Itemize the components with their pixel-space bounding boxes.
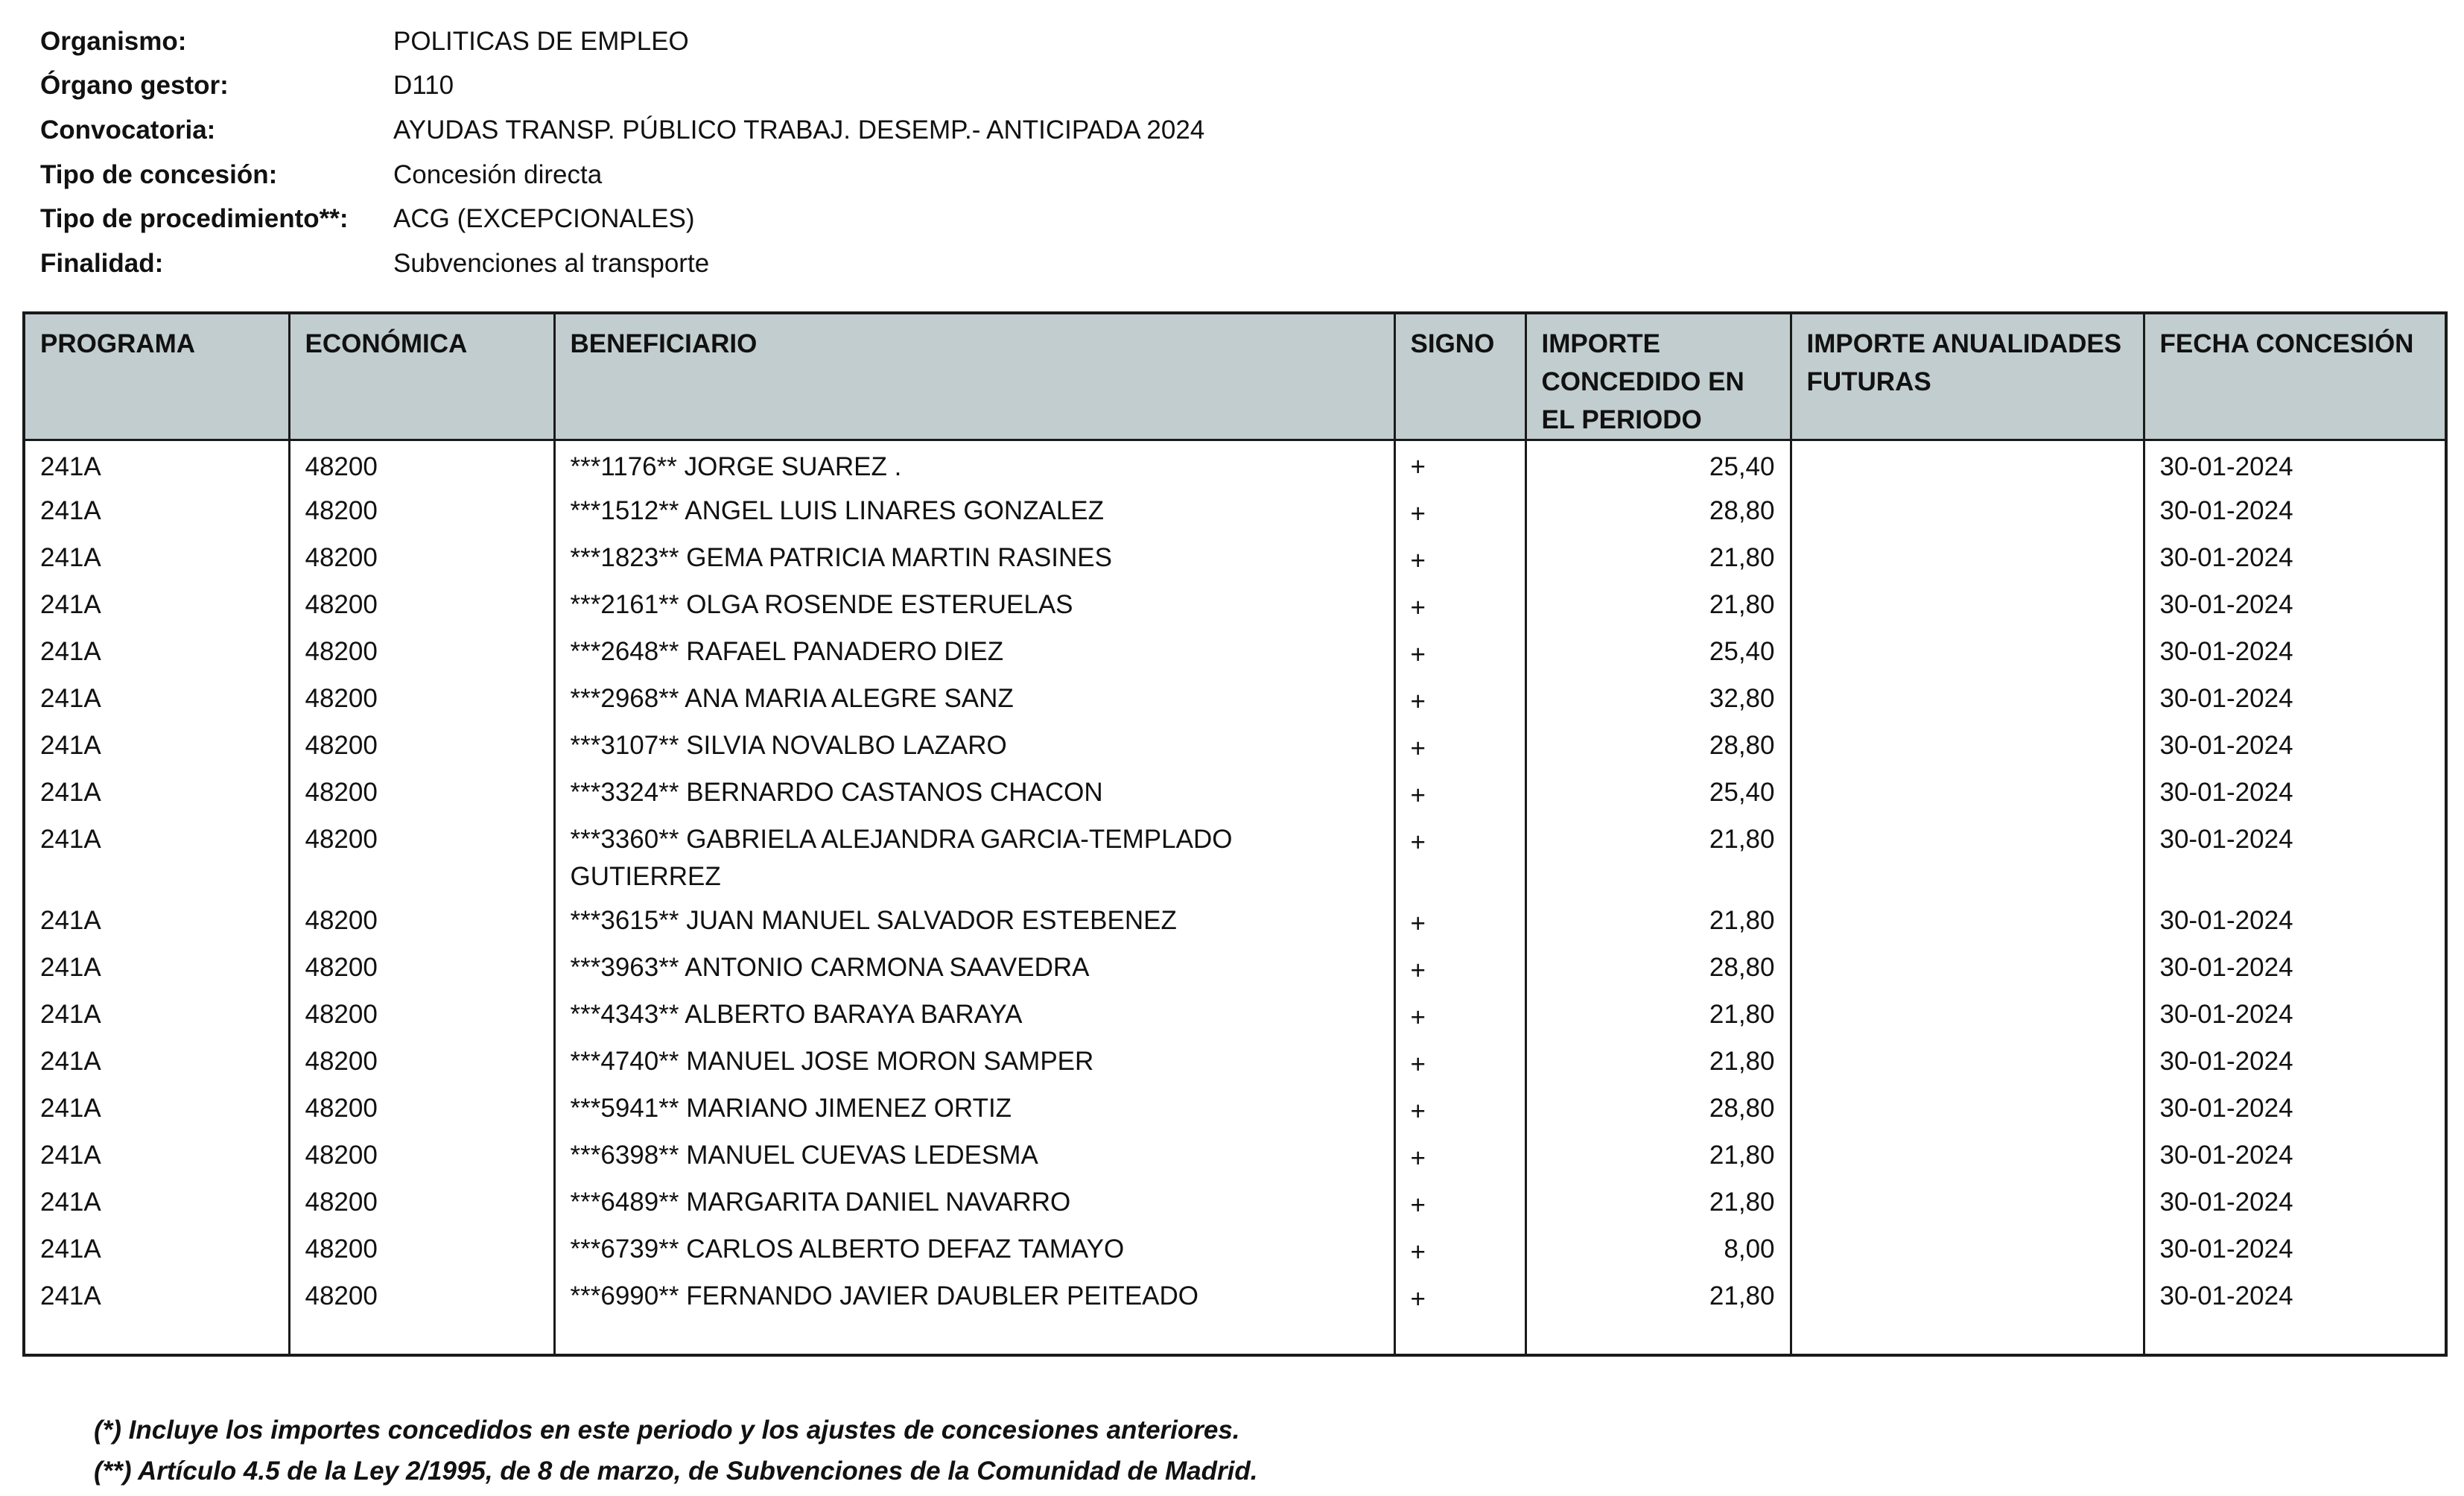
signo-cell: +	[1394, 677, 1525, 724]
metadata-value: ACG (EXCEPCIONALES)	[393, 204, 695, 234]
table-row	[24, 630, 2446, 677]
economica-cell: 48200	[289, 899, 554, 946]
table-row	[24, 818, 2446, 899]
importe-concedido-cell: 8,00	[1525, 1228, 1791, 1275]
metadata-row	[40, 19, 1204, 64]
signo-cell: +	[1394, 724, 1525, 771]
beneficiario-cell: ***3324** BERNARDO CASTANOS CHACON	[554, 771, 1394, 818]
fecha-concesion-cell: 30-01-2024	[2144, 630, 2446, 677]
importe-concedido-cell: 25,40	[1525, 771, 1791, 818]
programa-cell: 241A	[24, 583, 289, 630]
economica-cell: 48200	[289, 630, 554, 677]
signo-cell: +	[1394, 1275, 1525, 1355]
fecha-concesion-cell: 30-01-2024	[2144, 677, 2446, 724]
fecha-concesion-cell: 30-01-2024	[2144, 1087, 2446, 1134]
signo-cell: +	[1394, 899, 1525, 946]
signo-cell: +	[1394, 630, 1525, 677]
economica-cell: 48200	[289, 583, 554, 630]
economica-cell: 48200	[289, 489, 554, 536]
beneficiario-cell: ***1512** ANGEL LUIS LINARES GONZALEZ	[554, 489, 1394, 536]
fecha-concesion-cell: 30-01-2024	[2144, 440, 2446, 490]
beneficiario-cell: ***4740** MANUEL JOSE MORON SAMPER	[554, 1040, 1394, 1087]
signo-cell: +	[1394, 771, 1525, 818]
economica-cell: 48200	[289, 724, 554, 771]
economica-cell: 48200	[289, 1087, 554, 1134]
table-header	[24, 313, 2446, 440]
importe-anualidades-cell	[1791, 946, 2144, 993]
table-row	[24, 1275, 2446, 1355]
fecha-concesion-cell: 30-01-2024	[2144, 899, 2446, 946]
header-row	[24, 313, 2446, 440]
beneficiario-cell: ***4343** ALBERTO BARAYA BARAYA	[554, 993, 1394, 1040]
economica-cell: 48200	[289, 1181, 554, 1228]
programa-cell: 241A	[24, 771, 289, 818]
beneficiario-cell: ***6398** MANUEL CUEVAS LEDESMA	[554, 1134, 1394, 1181]
table-row	[24, 1181, 2446, 1228]
column-header-beneficiario: BENEFICIARIO	[554, 313, 1394, 440]
metadata-list	[40, 19, 1204, 286]
programa-cell: 241A	[24, 630, 289, 677]
programa-cell: 241A	[24, 1275, 289, 1355]
metadata-label: Convocatoria:	[40, 115, 216, 145]
table-row	[24, 1087, 2446, 1134]
importe-anualidades-cell	[1791, 489, 2144, 536]
importe-concedido-cell: 21,80	[1525, 583, 1791, 630]
column-header-economica: ECONÓMICA	[289, 313, 554, 440]
fecha-concesion-cell: 30-01-2024	[2144, 1040, 2446, 1087]
programa-cell: 241A	[24, 677, 289, 724]
column-header-importe-concedido: IMPORTE CONCEDIDO EN EL PERIODO	[1525, 313, 1791, 440]
economica-cell: 48200	[289, 1275, 554, 1355]
programa-cell: 241A	[24, 1040, 289, 1087]
importe-concedido-cell: 25,40	[1525, 440, 1791, 490]
concessions-table	[22, 311, 2448, 1357]
table-row	[24, 677, 2446, 724]
metadata-label: Tipo de procedimiento**:	[40, 204, 349, 234]
importe-anualidades-cell	[1791, 1181, 2144, 1228]
programa-cell: 241A	[24, 946, 289, 993]
metadata-value: POLITICAS DE EMPLEO	[393, 26, 689, 56]
importe-anualidades-cell	[1791, 771, 2144, 818]
signo-cell: +	[1394, 536, 1525, 583]
metadata-row	[40, 197, 1204, 241]
footnote: (*) Incluye los importes concedidos en este periodo y los ajustes de concesiones anteriores.	[94, 1416, 1240, 1445]
programa-cell: 241A	[24, 1181, 289, 1228]
signo-cell: +	[1394, 818, 1525, 899]
beneficiario-cell: ***3107** SILVIA NOVALBO LAZARO	[554, 724, 1394, 771]
fecha-concesion-cell: 30-01-2024	[2144, 946, 2446, 993]
economica-cell: 48200	[289, 536, 554, 583]
beneficiario-cell: ***6990** FERNANDO JAVIER DAUBLER PEITEADO	[554, 1275, 1394, 1355]
beneficiario-cell: ***2161** OLGA ROSENDE ESTERUELAS	[554, 583, 1394, 630]
metadata-row	[40, 153, 1204, 197]
importe-concedido-cell: 21,80	[1525, 818, 1791, 899]
programa-cell: 241A	[24, 818, 289, 899]
programa-cell: 241A	[24, 899, 289, 946]
importe-concedido-cell: 28,80	[1525, 489, 1791, 536]
fecha-concesion-cell: 30-01-2024	[2144, 1228, 2446, 1275]
beneficiario-cell: ***1176** JORGE SUAREZ .	[554, 440, 1394, 490]
metadata-row	[40, 241, 1204, 286]
beneficiario-cell: ***2968** ANA MARIA ALEGRE SANZ	[554, 677, 1394, 724]
table-row	[24, 993, 2446, 1040]
programa-cell: 241A	[24, 1228, 289, 1275]
importe-concedido-cell: 21,80	[1525, 536, 1791, 583]
metadata-value: Concesión directa	[393, 159, 603, 189]
programa-cell: 241A	[24, 440, 289, 490]
importe-anualidades-cell	[1791, 677, 2144, 724]
importe-concedido-cell: 28,80	[1525, 724, 1791, 771]
importe-concedido-cell: 25,40	[1525, 630, 1791, 677]
importe-anualidades-cell	[1791, 440, 2144, 490]
signo-cell: +	[1394, 1087, 1525, 1134]
programa-cell: 241A	[24, 1134, 289, 1181]
fecha-concesion-cell: 30-01-2024	[2144, 993, 2446, 1040]
beneficiario-cell: ***6739** CARLOS ALBERTO DEFAZ TAMAYO	[554, 1228, 1394, 1275]
importe-anualidades-cell	[1791, 993, 2144, 1040]
column-header-programa: PROGRAMA	[24, 313, 289, 440]
economica-cell: 48200	[289, 1134, 554, 1181]
table-row	[24, 440, 2446, 490]
metadata-value: Subvenciones al transporte	[393, 248, 710, 278]
fecha-concesion-cell: 30-01-2024	[2144, 583, 2446, 630]
programa-cell: 241A	[24, 724, 289, 771]
metadata-row	[40, 64, 1204, 109]
programa-cell: 241A	[24, 993, 289, 1040]
metadata-label: Organismo:	[40, 26, 187, 56]
importe-anualidades-cell	[1791, 630, 2144, 677]
importe-concedido-cell: 21,80	[1525, 993, 1791, 1040]
economica-cell: 48200	[289, 946, 554, 993]
fecha-concesion-cell: 30-01-2024	[2144, 1181, 2446, 1228]
importe-anualidades-cell	[1791, 1275, 2144, 1355]
importe-concedido-cell: 21,80	[1525, 1134, 1791, 1181]
metadata-label: Órgano gestor:	[40, 71, 229, 101]
beneficiario-cell: ***6489** MARGARITA DANIEL NAVARRO	[554, 1181, 1394, 1228]
beneficiario-cell: ***1823** GEMA PATRICIA MARTIN RASINES	[554, 536, 1394, 583]
signo-cell: +	[1394, 489, 1525, 536]
importe-anualidades-cell	[1791, 724, 2144, 771]
fecha-concesion-cell: 30-01-2024	[2144, 1275, 2446, 1355]
fecha-concesion-cell: 30-01-2024	[2144, 724, 2446, 771]
signo-cell: +	[1394, 993, 1525, 1040]
column-header-importe-anualidades: IMPORTE ANUALIDADES FUTURAS	[1791, 313, 2144, 440]
metadata-value: D110	[393, 71, 454, 101]
fecha-concesion-cell: 30-01-2024	[2144, 1134, 2446, 1181]
signo-cell: +	[1394, 583, 1525, 630]
importe-concedido-cell: 32,80	[1525, 677, 1791, 724]
economica-cell: 48200	[289, 993, 554, 1040]
importe-concedido-cell: 21,80	[1525, 1275, 1791, 1355]
table-row	[24, 489, 2446, 536]
table-row	[24, 1134, 2446, 1181]
signo-cell: +	[1394, 1228, 1525, 1275]
footnotes	[94, 1410, 1257, 1492]
metadata-value: AYUDAS TRANSP. PÚBLICO TRABAJ. DESEMP.- ANTICIPADA 2024	[393, 115, 1205, 145]
programa-cell: 241A	[24, 536, 289, 583]
table-body	[24, 440, 2446, 1356]
table-row	[24, 724, 2446, 771]
importe-anualidades-cell	[1791, 818, 2144, 899]
importe-anualidades-cell	[1791, 1087, 2144, 1134]
fecha-concesion-cell: 30-01-2024	[2144, 818, 2446, 899]
importe-anualidades-cell	[1791, 1228, 2144, 1275]
beneficiario-cell: ***3615** JUAN MANUEL SALVADOR ESTEBENEZ	[554, 899, 1394, 946]
fecha-concesion-cell: 30-01-2024	[2144, 536, 2446, 583]
economica-cell: 48200	[289, 818, 554, 899]
signo-cell: +	[1394, 1040, 1525, 1087]
column-header-fecha-concesion: FECHA CONCESIÓN	[2144, 313, 2446, 440]
table-row	[24, 771, 2446, 818]
importe-concedido-cell: 21,80	[1525, 899, 1791, 946]
beneficiario-cell: ***5941** MARIANO JIMENEZ ORTIZ	[554, 1087, 1394, 1134]
table-row	[24, 1040, 2446, 1087]
metadata-row	[40, 108, 1204, 153]
importe-anualidades-cell	[1791, 899, 2144, 946]
economica-cell: 48200	[289, 771, 554, 818]
importe-anualidades-cell	[1791, 1040, 2144, 1087]
table-row	[24, 946, 2446, 993]
importe-concedido-cell: 21,80	[1525, 1181, 1791, 1228]
importe-concedido-cell: 21,80	[1525, 1040, 1791, 1087]
column-header-signo: SIGNO	[1394, 313, 1525, 440]
metadata-label: Finalidad:	[40, 248, 164, 278]
economica-cell: 48200	[289, 1228, 554, 1275]
metadata-block	[40, 19, 1204, 286]
beneficiario-cell: ***3963** ANTONIO CARMONA SAAVEDRA	[554, 946, 1394, 993]
metadata-label: Tipo de concesión:	[40, 159, 278, 189]
programa-cell: 241A	[24, 489, 289, 536]
signo-cell: +	[1394, 1181, 1525, 1228]
importe-concedido-cell: 28,80	[1525, 946, 1791, 993]
programa-cell: 241A	[24, 1087, 289, 1134]
signo-cell: +	[1394, 1134, 1525, 1181]
importe-anualidades-cell	[1791, 1134, 2144, 1181]
economica-cell: 48200	[289, 440, 554, 490]
table-row	[24, 1228, 2446, 1275]
economica-cell: 48200	[289, 677, 554, 724]
fecha-concesion-cell: 30-01-2024	[2144, 489, 2446, 536]
importe-anualidades-cell	[1791, 536, 2144, 583]
signo-cell: +	[1394, 440, 1525, 490]
importe-concedido-cell: 28,80	[1525, 1087, 1791, 1134]
beneficiario-cell: ***3360** GABRIELA ALEJANDRA GARCIA-TEMPLADO GUTIERREZ	[554, 818, 1394, 899]
footnote: (**) Artículo 4.5 de la Ley 2/1995, de 8 de marzo, de Subvenciones de la Comunidad de Madrid.	[94, 1457, 1258, 1486]
table-row	[24, 899, 2446, 946]
importe-anualidades-cell	[1791, 583, 2144, 630]
table-row	[24, 536, 2446, 583]
fecha-concesion-cell: 30-01-2024	[2144, 771, 2446, 818]
economica-cell: 48200	[289, 1040, 554, 1087]
signo-cell: +	[1394, 946, 1525, 993]
table-row	[24, 583, 2446, 630]
beneficiario-cell: ***2648** RAFAEL PANADERO DIEZ	[554, 630, 1394, 677]
